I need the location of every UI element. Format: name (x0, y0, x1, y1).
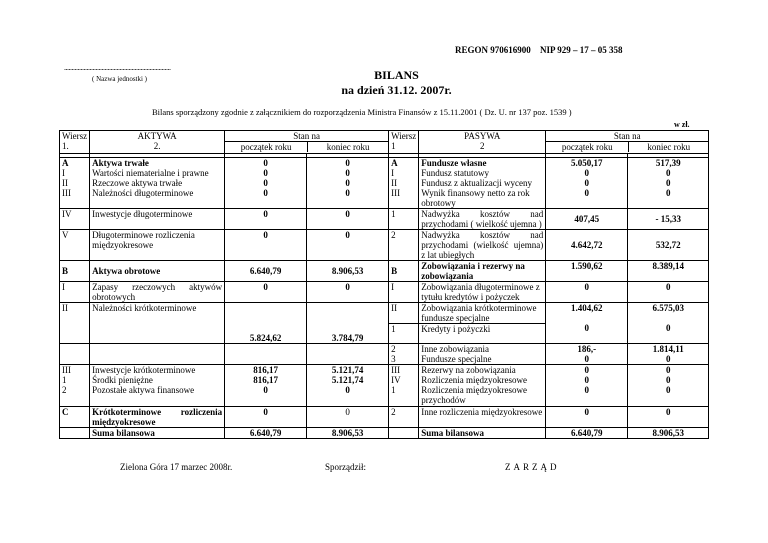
col-header-stan-pasywa: Stan na początek roku koniec roku (546, 131, 709, 154)
table-row: II Należności krótkoterminowe 5.824,62 3.784,79 II 1 Zobowiązania krótkoterminowe fundusze specjalne Kredyty i pożyczki 1.404,62 0 6.575,03 0 (60, 303, 709, 344)
table-row: V Długoterminowe rozliczenia międzyokresowe 0 0 2 Nadwyżka kosztów nad przychodami (wielkość ujemna) z lat ubiegłych 4.642,72 532,72 (60, 230, 709, 261)
col-header-aktywa: AKTYWA 2. (90, 131, 225, 154)
place-and-date: Zielona Góra 17 marzec 2008r. (120, 462, 233, 472)
total-row: Suma bilansowa 6.640,79 8.906,53 Suma bilansowa 6.640,79 8.906,53 (60, 428, 709, 439)
table-row: IV Inwestycje długoterminowe 0 0 1 Nadwyżka kosztów nad przychodami ( wielkość ujemna ) 407,45 - 15,33 (60, 209, 709, 230)
col-header-pasywa: PASYWA 2 (419, 131, 546, 154)
table-row: I Zapasy rzeczowych aktywów obrotowych 0 0 I Zobowiązania długoterminowe z tytułu kredytów i pożyczek 0 0 (60, 282, 709, 303)
balance-sheet-table (59, 130, 709, 439)
board-signature: ZARZĄD (505, 462, 560, 472)
unit-name-line: ....................................................................... (64, 63, 171, 72)
table-row: A I II III Aktywa trwałe Wartości niematerialne i prawne Rzeczowe aktywa trwałe Należności długoterminowe 0 0 0 0 0 0 0 0 A I II III Fundusze własne Fundusz statutowy Fundusz z aktualizacji wyceny Wynik finansowy netto za rok obrotowy 5.050,17 0 0 0 517,39 0 0 0 (60, 158, 709, 209)
nip-number: NIP 929 – 17 – 05 358 (540, 45, 623, 55)
header-row (60, 131, 709, 154)
prepared-by: Sporządził: (325, 462, 366, 472)
table-row: III 1 2 Inwestycje krótkoterminowe Środki pieniężne Pozostałe aktywa finansowe 816,17 816,17 0 5.121,74 5.121,74 0 III IV 1 Rezerwy na zobowiązania Rozliczenia międzyokresowe Rozliczenia międzyokresowe przychodów 0 0 0 0 0 0 (60, 365, 709, 407)
legal-basis: Bilans sporządzony zgodnie z załącznikiem do rozporządzenia Ministra Finansów z 15.11.2001 ( Dz. U. nr 137 poz. 1539 ) (152, 107, 572, 117)
currency-note: w zł. (674, 120, 690, 129)
col-header-wiersz: Wiersz 1. (60, 131, 90, 154)
unit-name-caption: ( Nazwa jednostki ) (92, 75, 148, 83)
col-header-wiersz-p: Wiersz 1 (389, 131, 419, 154)
document-title: BILANS (374, 68, 419, 82)
table-row: C Krótkoterminowe rozliczenia międzyokresowe 0 0 2 Inne rozliczenia międzyokresowe 0 0 (60, 407, 709, 428)
document-date: na dzień 31.12. 2007r. (341, 83, 452, 97)
table-row: 2 3 Inne zobowiązania Fundusze specjalne 186,- 0 1.814,11 0 (60, 344, 709, 365)
table-row: B Aktywa obrotowe 6.640,79 8.906,53 B Zobowiązania i rezerwy na zobowiązania 1.590,62 8.389,14 (60, 261, 709, 282)
col-header-stan-aktywa: Stan na początek roku koniec roku (225, 131, 389, 154)
regon-number: REGON 970616900 (455, 45, 531, 55)
